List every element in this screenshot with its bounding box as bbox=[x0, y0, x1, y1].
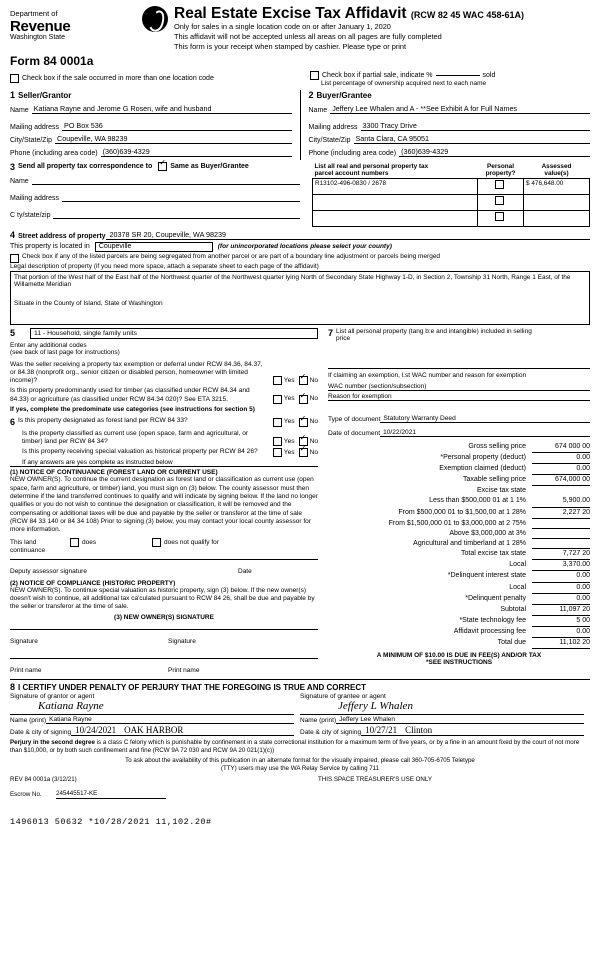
corr-name-label: Name bbox=[10, 177, 29, 185]
seller-name-label: Name bbox=[10, 106, 29, 114]
amount-row bbox=[328, 616, 590, 627]
amount-row bbox=[328, 638, 590, 649]
grantee-name-value[interactable]: Jeffery Lee Whalen bbox=[336, 716, 584, 724]
table-row bbox=[313, 178, 590, 194]
personal-property-checkbox[interactable] bbox=[495, 180, 504, 189]
amount-label: Taxable selling price bbox=[462, 476, 526, 484]
section-6-question-3: Is this property receiving special valuation as historical property per RCW 84 26? bbox=[22, 448, 258, 456]
page-title-text: Real Estate Excise Tax Affidavit bbox=[174, 5, 407, 22]
see-instructions-note: *SEE INSTRUCTIONS bbox=[425, 659, 493, 667]
corr-citystate-value[interactable] bbox=[53, 209, 300, 219]
grantee-date-label: Date & city of signing bbox=[300, 728, 362, 736]
title-block bbox=[174, 6, 590, 52]
additional-codes-label-2: (see back of last page for instructions) bbox=[10, 348, 120, 356]
agency-block bbox=[10, 6, 140, 42]
s6q3-no-checkbox[interactable] bbox=[299, 448, 308, 457]
new-owner-signature-title: (3) NEW OWNER(S) SIGNATURE bbox=[114, 613, 214, 621]
grantor-name-value[interactable]: Katiana Rayne bbox=[46, 716, 294, 724]
amount-label: Total due bbox=[497, 639, 526, 647]
personal-property-checkbox[interactable] bbox=[495, 212, 504, 221]
escrow-number-value[interactable]: 245445517-KE bbox=[56, 790, 166, 799]
multi-location-checkbox-row[interactable] bbox=[10, 71, 310, 87]
amount-label: Gross selling price bbox=[468, 442, 526, 450]
perjury-body: is a class C felony which is punishable by confinement in a state correctional institution for a maximum term of five years, or by a fine in an amount fixed by the court of not more than $10,000, or by both such confinement and fine (RCW 9A 72 030 and RCW 9A 20 021(1)(c)) bbox=[10, 738, 580, 754]
buyer-name-value[interactable]: Jeffery Lee Whalen and A - **See Exhibit A for Full Names bbox=[330, 104, 590, 114]
partial-sale-tail: sold bbox=[482, 71, 496, 79]
amount-label: Local bbox=[509, 561, 526, 569]
continuance-label: continuance bbox=[10, 546, 46, 554]
grantee-signature-block[interactable] bbox=[300, 693, 590, 715]
parcel-number-cell[interactable] bbox=[313, 210, 478, 226]
land-does-not-label: does not qualify for bbox=[164, 538, 219, 546]
grantor-signature-block[interactable] bbox=[10, 693, 300, 715]
parcel-col-header-l1: List all real and personal property tax bbox=[314, 162, 429, 170]
segregation-label: Check box if any of the listed parcels are being segregated from another parcel or are part of a boundary line adjustment or parcels being merged bbox=[22, 252, 441, 260]
parcel-number-cell[interactable] bbox=[313, 194, 478, 210]
section-5-number: 5 bbox=[10, 327, 16, 338]
grantor-city-value[interactable]: OAK HARBOR bbox=[120, 725, 294, 736]
buyer-phone-value[interactable]: (360)639-4329 bbox=[399, 147, 590, 157]
s6q1-answer[interactable] bbox=[269, 417, 318, 428]
amount-row bbox=[328, 549, 590, 560]
partial-sale-checkbox-row[interactable] bbox=[310, 71, 590, 80]
corr-mailing-label: Mailing address bbox=[10, 194, 60, 202]
revision-number: REV 84 0001a (3/12/21) bbox=[10, 775, 77, 783]
amount-row bbox=[328, 560, 590, 571]
amount-value[interactable] bbox=[532, 539, 590, 549]
exemption-claim-label: If claiming an exemption, l.st WAC number and reason for exemption bbox=[328, 371, 527, 379]
grantee-name-label: Name (print) bbox=[300, 716, 337, 724]
land-does-checkbox[interactable] bbox=[70, 538, 79, 547]
grantee-name-row bbox=[300, 716, 590, 724]
same-as-buyer-checkbox[interactable] bbox=[158, 162, 167, 171]
minimum-due-note: A MINIMUM OF $10.00 IS DUE IN FEE(S) AND/OR TAX bbox=[376, 652, 542, 660]
amount-row bbox=[328, 508, 590, 519]
amount-row bbox=[328, 475, 590, 486]
assessed-col-header bbox=[524, 162, 590, 179]
s5q1-no-label: No bbox=[309, 376, 318, 384]
land-does-label: does bbox=[82, 538, 97, 546]
corr-name-value[interactable] bbox=[32, 175, 300, 185]
notice-continuance-body: NEW OWNER(S). To continue the current designation as forest land or classification as current use (open space, farm and agriculture, or timber) land, you must sign on (3) below. The county assessor must then determine if the land transferred continues to qualify and will indicate by signing below. If the land no longer qualifies or you do not wish to continue the designation or classification, it will be removed and the compensating or additional taxes will be due and payable by the seller or transferor at the time of sale (RCW 84 33 140 or 84 34 108) Prior to signing (3) below, you may contact your local county assessor for more information. bbox=[10, 476, 318, 534]
grantee-city-value[interactable]: Clinton bbox=[401, 725, 584, 736]
section-6-ifyes: If any answers are yes complete as instructed below bbox=[10, 459, 318, 467]
s6q3-yes-label: Yes bbox=[283, 448, 295, 456]
treasurer-stamp: 1496013 50632 *10/28/2021 11,102.20# bbox=[10, 816, 212, 827]
wac-number-label[interactable]: WAC number (section/subsection) bbox=[328, 383, 590, 391]
section-8-heading: I CERTIFY UNDER PENALTY OF PERJURY THAT THE FOREGOING IS TRUE AND CORRECT bbox=[18, 682, 367, 692]
s6q3-no-label: No bbox=[309, 448, 318, 456]
amount-value[interactable]: 11,102 20 bbox=[532, 638, 590, 649]
parcel-col-header bbox=[313, 162, 478, 179]
amount-row bbox=[328, 453, 590, 464]
amount-row bbox=[328, 496, 590, 507]
grantee-date-value[interactable]: 10/27/21 bbox=[361, 725, 401, 736]
amount-label: *Delinquent interest state bbox=[447, 572, 526, 580]
buyer-mailing-value[interactable]: 3300 Tracy Drive bbox=[361, 121, 590, 131]
section-3-number: 3 bbox=[10, 161, 16, 172]
treasurer-space-label: THIS SPACE TREASURER'S USE ONLY bbox=[318, 775, 432, 783]
amount-value[interactable]: 11,097 20 bbox=[532, 605, 590, 616]
revenue-logo-icon bbox=[142, 6, 168, 32]
amounts-list bbox=[328, 442, 590, 650]
personal-property-list-field[interactable] bbox=[328, 342, 590, 369]
form-number: Form 84 0001a bbox=[10, 53, 94, 68]
table-row bbox=[313, 194, 590, 210]
amount-row bbox=[328, 627, 590, 638]
grantee-signature-label: Signature of grantee or agent bbox=[300, 692, 386, 700]
assessed-col-header-l2: value(s) bbox=[544, 169, 569, 177]
this-land-label: This land bbox=[10, 538, 37, 546]
amount-row bbox=[328, 571, 590, 582]
amount-label: *Delinquent penalty bbox=[465, 594, 526, 602]
amount-label: From $1,500,000 01 to $3,000,000 at 2 75% bbox=[388, 519, 526, 527]
partial-sale-label: Check box if partial sale, indicate % bbox=[322, 71, 433, 79]
grantor-date-label: Date & city of signing bbox=[10, 728, 72, 736]
amount-value[interactable]: 0.00 bbox=[532, 627, 590, 638]
s6q1-no-label: No bbox=[309, 418, 318, 426]
personal-property-cell[interactable] bbox=[478, 178, 524, 194]
amount-row bbox=[328, 442, 590, 453]
buyer-name-label: Name bbox=[308, 106, 328, 114]
personal-col-header-l2: property? bbox=[485, 169, 516, 177]
subtitle-1: Only for sales in a single location code on or after January 1, 2020 bbox=[174, 22, 391, 32]
seller-citystate-label: City/State/Zip bbox=[10, 136, 53, 144]
deputy-assessor-date-label[interactable]: Date bbox=[238, 567, 252, 575]
partial-sale-note: List percentage of ownership acquired next to each name bbox=[321, 79, 487, 87]
grantor-date-row bbox=[10, 725, 300, 736]
amount-row bbox=[328, 464, 590, 475]
located-in-note: (for unincorporated locations please select your county) bbox=[217, 243, 392, 251]
land-does-not-checkbox[interactable] bbox=[152, 538, 161, 547]
section-8-number: 8 bbox=[10, 681, 16, 692]
amount-value[interactable]: 7,727 20 bbox=[532, 549, 590, 560]
seller-citystate-value[interactable]: Coupeville, WA 98239 bbox=[55, 134, 291, 144]
section-2-heading: Buyer/Grantee bbox=[316, 90, 372, 100]
section-6-number: 6 bbox=[10, 416, 16, 427]
assessed-value-cell[interactable]: $ 476,648.00 bbox=[524, 178, 590, 194]
s5q1-yes-checkbox[interactable] bbox=[273, 376, 282, 385]
grantor-signature-label: Signature of grantor or agent bbox=[10, 692, 95, 700]
section-1-heading: Seller/Grantor bbox=[18, 90, 72, 100]
notice-continuance-title: (1) NOTICE OF CONTINUANCE (FOREST LAND OR CURRENT USE) bbox=[10, 469, 218, 477]
section-6-question-2: Is the property classified as current use (open space, farm and agricultural, or timber) land per RCW 84 34? bbox=[22, 429, 249, 446]
buyer-citystate-value[interactable]: Santa Clara, CA 95051 bbox=[354, 134, 590, 144]
new-owner-print-label-2[interactable]: Print name bbox=[168, 666, 200, 674]
additional-codes-label-1: Enter any additional codes bbox=[10, 341, 87, 349]
grantee-date-row bbox=[300, 725, 590, 736]
buyer-mailing-label: Mailing address bbox=[308, 123, 358, 131]
page-title bbox=[174, 6, 590, 22]
s5q1-yes-label: Yes bbox=[283, 376, 295, 384]
dept-line3: Washington State bbox=[10, 33, 65, 41]
seller-phone-value[interactable]: (360)639-4329 bbox=[101, 147, 292, 157]
located-in-value[interactable]: Coupeville bbox=[95, 242, 213, 252]
amount-row bbox=[328, 519, 590, 529]
amount-row bbox=[328, 529, 590, 539]
assessed-col-header-l1: Assessed bbox=[541, 162, 572, 170]
s6q1-yes-label: Yes bbox=[283, 418, 295, 426]
amount-label: Local bbox=[509, 583, 526, 591]
personal-col-header bbox=[478, 162, 524, 179]
grantee-signature-handwriting[interactable]: Jeffery L Whalen bbox=[300, 700, 584, 715]
table-row bbox=[313, 210, 590, 226]
parcel-number-cell[interactable]: R13102-496-0830 / 2678 bbox=[313, 178, 478, 194]
multi-location-checkbox[interactable] bbox=[10, 74, 19, 83]
s6q3-answer[interactable] bbox=[269, 448, 318, 457]
grantor-name-row bbox=[10, 716, 300, 724]
new-owner-signature-label-1[interactable]: Signature bbox=[10, 637, 38, 645]
amount-value[interactable]: 674,000 00 bbox=[532, 475, 590, 486]
section-2-number: 2 bbox=[308, 89, 314, 100]
amount-label: Excise tax state bbox=[476, 487, 526, 495]
amount-label: Above $3,000,000 at 3% bbox=[449, 529, 526, 537]
ada-note-1: To ask about the availability of this publication in an alternate format for the visually impaired, please call 360-705-6705 Teletype bbox=[125, 756, 475, 764]
grantor-name-label: Name (print) bbox=[10, 716, 47, 724]
doc-type-label: Type of document bbox=[328, 415, 381, 423]
seller-phone-label: Phone (including area code) bbox=[10, 149, 98, 157]
s5q1-answer[interactable] bbox=[269, 376, 318, 385]
amount-label: *State technology fee bbox=[459, 616, 526, 624]
personal-property-cell[interactable] bbox=[478, 194, 524, 210]
subtitle-3: This form is your receipt when stamped by cashier. Please type or print bbox=[174, 41, 407, 51]
grantor-date-value[interactable]: 10/24/2021 bbox=[71, 725, 120, 736]
amount-row bbox=[328, 583, 590, 594]
section-7-number: 7 bbox=[328, 327, 334, 338]
legal-description-box[interactable] bbox=[10, 271, 590, 325]
s5q1-no-checkbox[interactable] bbox=[299, 376, 308, 385]
amount-value[interactable]: 3,370.00 bbox=[532, 560, 590, 571]
seller-mailing-value[interactable]: PO Box 536 bbox=[62, 121, 291, 131]
section-4 bbox=[10, 230, 590, 325]
amount-row bbox=[328, 539, 590, 549]
s6q3-yes-checkbox[interactable] bbox=[273, 448, 282, 457]
land-use-code-value[interactable]: 11 - Household, single family units bbox=[30, 328, 318, 339]
doc-date-value[interactable]: 10/22/2021 bbox=[380, 429, 590, 437]
s5q2-yes-checkbox[interactable] bbox=[273, 395, 282, 404]
corr-citystate-label: C ty/state/zip bbox=[10, 211, 51, 219]
section-7-heading-1: List all personal property (tang b:e and intangible) included in selling bbox=[336, 327, 532, 335]
amount-value[interactable]: 0.00 bbox=[532, 464, 590, 475]
doc-type-value[interactable]: Statutory Warranty Deed bbox=[380, 415, 590, 423]
parcel-col-header-l2: parcel account numbers bbox=[314, 169, 389, 177]
legal-description-label: Legal description of property (if you need more space, attach a separate sheet to each page of the affidavit) bbox=[10, 262, 319, 270]
personal-property-cell[interactable] bbox=[478, 210, 524, 226]
assessed-value-cell[interactable] bbox=[524, 194, 590, 210]
page-title-rcw: (RCW 82 45 WAC 458-61A) bbox=[410, 10, 524, 20]
escrow-number-label: Escrow No. bbox=[10, 790, 42, 798]
amount-label: Agricultural and timberland at 1 28% bbox=[413, 540, 526, 547]
doc-date-label: Date of document bbox=[328, 429, 381, 437]
amount-label: Exemption claimed (deduct) bbox=[439, 465, 526, 473]
perjury-lead: Perjury in the second degree bbox=[10, 738, 95, 746]
buyer-phone-label: Phone (including area code) bbox=[308, 149, 397, 157]
parcel-table bbox=[312, 162, 590, 227]
amount-row bbox=[328, 486, 590, 496]
amount-value[interactable]: 0.00 bbox=[532, 571, 590, 582]
section-4-number: 4 bbox=[10, 229, 16, 240]
amount-value[interactable]: 0.00 bbox=[532, 453, 590, 464]
amount-label: Less than $500,000 01 at 1 1% bbox=[429, 497, 526, 505]
s5q2-no-checkbox[interactable] bbox=[299, 395, 308, 404]
partial-sale-percent-field[interactable] bbox=[436, 75, 480, 76]
grantor-signature-handwriting[interactable]: Katiana Rayne bbox=[10, 700, 294, 715]
section-7-heading-2: price bbox=[336, 334, 351, 342]
s6q2-no-label: No bbox=[309, 437, 318, 445]
new-owner-signature-label-2[interactable]: Signature bbox=[168, 637, 196, 645]
section-8 bbox=[10, 679, 590, 736]
section-6-question-1: Is this property designated as forest land per RCW 84 33? bbox=[18, 416, 188, 424]
s6q2-yes-label: Yes bbox=[283, 437, 295, 445]
s5q2-no-label: No bbox=[309, 395, 318, 403]
s5q2-yes-label: Yes bbox=[283, 395, 295, 403]
parcel-table-header-row bbox=[313, 162, 590, 179]
amount-label: Affidavit processing fee bbox=[453, 628, 526, 636]
amount-value[interactable]: 0.00 bbox=[532, 583, 590, 594]
personal-property-checkbox[interactable] bbox=[495, 196, 504, 205]
section-5-question-1: Was the seller receiving a property tax exemption or deferral under RCW 84.36, 84.37, or 84.38 (nonprofit org., senior citizen or disabled person, homeowner with limited income)? bbox=[10, 360, 263, 385]
s6q2-yes-checkbox[interactable] bbox=[273, 437, 282, 446]
s6q1-yes-checkbox[interactable] bbox=[273, 418, 282, 427]
amount-value[interactable]: 5 00 bbox=[532, 616, 590, 627]
amount-row bbox=[328, 605, 590, 616]
property-street-address[interactable]: 20378 SR 20, Coupeville, WA 98239 bbox=[106, 230, 590, 240]
s5q2-answer[interactable] bbox=[269, 395, 318, 404]
amount-value[interactable] bbox=[532, 529, 590, 539]
seller-mailing-label: Mailing address bbox=[10, 123, 60, 131]
s6q2-answer[interactable] bbox=[269, 437, 318, 446]
assessed-value-cell[interactable] bbox=[524, 210, 590, 226]
located-in-label: This property is located in bbox=[10, 243, 90, 251]
personal-col-header-l1: Personal bbox=[487, 162, 514, 170]
amount-value bbox=[532, 486, 590, 496]
new-owner-print-label-1[interactable]: Print name bbox=[10, 666, 42, 674]
page-header bbox=[10, 6, 590, 52]
amount-value[interactable]: 5,900.00 bbox=[532, 496, 590, 507]
multi-location-label: Check box if the sale occurred in more than one location code bbox=[22, 75, 214, 83]
legal-description-text-2: Situate in the County of Island, State of Washington bbox=[14, 299, 163, 307]
notice-compliance-title: (2) NOTICE OF COMPLIANCE (HISTORIC PROPERTY) bbox=[10, 579, 176, 587]
s6q1-no-checkbox[interactable] bbox=[299, 418, 308, 427]
amount-label: Subtotal bbox=[500, 605, 526, 613]
land-qualify-row[interactable] bbox=[10, 538, 318, 547]
amount-label: *Personal property (deduct) bbox=[440, 453, 526, 461]
amount-label: Total excise tax state bbox=[461, 550, 526, 558]
perjury-note bbox=[10, 739, 590, 755]
segregation-checkbox[interactable] bbox=[10, 254, 19, 263]
amount-label: From $500,000 01 to $1,500,00 at 1 28% bbox=[398, 508, 526, 516]
seller-name-value[interactable]: Katiana Rayne and Jerome G Rosen, wife and husband bbox=[32, 104, 292, 114]
same-as-buyer-label: Same as Buyer/Grantee bbox=[170, 163, 249, 171]
dept-line1: Department of bbox=[10, 9, 58, 18]
amount-value[interactable]: 0.00 bbox=[532, 594, 590, 605]
amount-value[interactable]: 2,227 20 bbox=[532, 508, 590, 519]
reason-for-exemption-label[interactable]: Reason for exemption bbox=[328, 393, 590, 401]
legal-description-text: That portion of the West half of the East half of the Northwest quarter of the Northwest quarter lying North of Secondary State Highway 1-D, in Section 2, Township 31 North, Range 1 East, of the Willamette Meridian bbox=[14, 273, 571, 288]
deputy-assessor-signature-label[interactable]: Deputy assessor signature bbox=[10, 567, 87, 575]
corr-mailing-value[interactable] bbox=[62, 192, 300, 202]
section-1-number: 1 bbox=[10, 89, 16, 100]
ada-note-2: (TTY) users may use the WA Relay Service by calling 711 bbox=[220, 764, 380, 772]
section-5-ifyes: If yes, complete the predominate use categories (see instructions for section 5) bbox=[10, 405, 255, 413]
amount-row bbox=[328, 594, 590, 605]
section-5-question-2: Is this property predominantly used for timber (as classified under RCW 84.34 and 84.33) or agriculture (as classified under RCW 84.34 020)? See ETA 3215. bbox=[10, 387, 250, 403]
amount-value[interactable]: 674 000 00 bbox=[532, 442, 590, 453]
subtitle-2: This affidavit will not be accepted unless all areas on all pages are fully completed bbox=[174, 32, 442, 42]
amount-value[interactable] bbox=[532, 519, 590, 529]
section-3-heading: Send all property tax correspondence to bbox=[18, 163, 153, 171]
partial-sale-checkbox[interactable] bbox=[310, 71, 319, 80]
buyer-citystate-label: City/State/Zip bbox=[308, 136, 351, 144]
dept-line2: Revenue bbox=[10, 17, 71, 35]
notice-compliance-body: NEW OWNER(S). To continue special valuation as historic property, sign (3) below. If the new owner(s) doesn't wish to continue, all additional tax ca'culated pursuant to RCW 84 26, shall be due and payable by the seller or transferor at the time of sale. bbox=[10, 586, 315, 611]
section-4-heading: Street address of property bbox=[18, 232, 106, 240]
